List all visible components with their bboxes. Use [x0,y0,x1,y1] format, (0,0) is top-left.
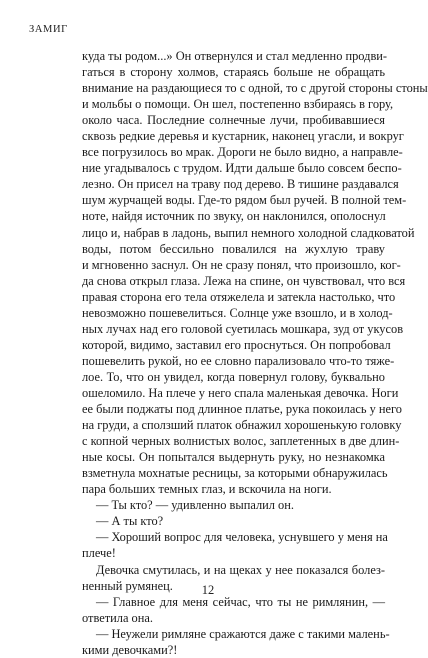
text-line: шум журчащей воды. Где-то рядом был ручей. В полной тем- [82,193,407,208]
text-line: сквозь редкие деревья и кустарник, наконец угасли, и вокруг [82,129,404,144]
text-line: на груди, а сползший платок обнажил хорошенькую головку [82,418,402,433]
text-line: и мольбы о помощи. Он шел, постепенно взбираясь в гору, [82,97,394,112]
text-line: лицо и, набрав в ладонь, выпил немного холодной сладковатой [82,225,415,240]
text-line: с копной черных волнистых волос, заплетенных в две длин- [82,434,400,449]
text-line: ненный румянец. [82,578,173,593]
text-line: — Главное для меня сейчас, что ты не римлянин, — [96,594,385,609]
text-line: — Хороший вопрос для человека, уснувшего у меня на [96,530,388,545]
text-line: воды, потом бессильно повалился на жухлую траву [82,241,385,256]
text-line: ее были поджаты под длинное платье, рука покоилась у него [82,402,402,417]
text-line: невозможно пошевелиться. Солнце уже взошло, и в холод- [82,305,393,320]
text-line: внимание на раздающиеся то с одной, то с другой стороны стоны [82,81,428,96]
page-number: 12 [201,583,215,597]
text-line: куда ты родом...» Он отвернулся и стал медленно продви- [82,49,388,63]
text-line: Девочка смутилась, и на щеках у нее показался болез- [96,562,385,577]
text-line: и мгновенно заснул. Он не сразу понял, что произошло, ког- [82,257,401,272]
text-line: — А ты кто? [96,514,164,529]
running-head: ЗАМИГ [29,24,68,35]
text-line: ноте, найдя источник по звуку, он наклонился, ополоснул [82,209,386,224]
text-line: лое. То, что он увидел, когда повернул голову, буквально [82,369,385,384]
body-text [82,48,428,658]
text-line: ных лучах над его головой суетилась мошкара, зуд от укусов [82,321,404,336]
text-line: гаться в сторону холмов, стараясь больше не обращать [82,65,385,80]
text-line: все погрузилось во мрак. Дороги не было видно, а направле- [82,145,403,160]
text-line: ные косы. Он попытался выдернуть руку, но незнакомка [82,450,385,465]
text-line: — Ты кто? — удивленно выпалил он. [96,498,294,513]
text-line: пошевелить рукой, но ее словно парализовало что-то тяже- [82,353,395,368]
text-line: которой, видимо, заставил его проснуться. Он попробовал [82,337,391,352]
text-line: да снова открыл глаза. Лежа на спине, он чувствовал, что вся [82,273,406,288]
text-line: правая сторона его тела отяжелела и затекла настолько, что [82,289,396,304]
text-line: пара больших темных глаз, и вскочила на ноги. [82,482,332,497]
text-line: плече! [82,546,116,561]
text-line: ошеломило. На плече у него спала маленькая девочка. Ноги [82,385,399,400]
text-line: ние угадывалось с трудом. Идти дальше было совсем беспо- [82,161,402,176]
text-line: кими девочками?! [82,642,178,657]
text-line: лезно. Он присел на траву под дерево. В тишине раздавался [82,177,399,192]
text-line: ответила она. [82,610,153,625]
text-line: около часа. Последние солнечные лучи, пробивавшиеся [82,113,385,128]
text-line: — Неужели римляне сражаются даже с такими малень- [96,626,390,641]
text-line: взметнула мохнатые ресницы, за которыми обнаружилась [82,466,388,481]
